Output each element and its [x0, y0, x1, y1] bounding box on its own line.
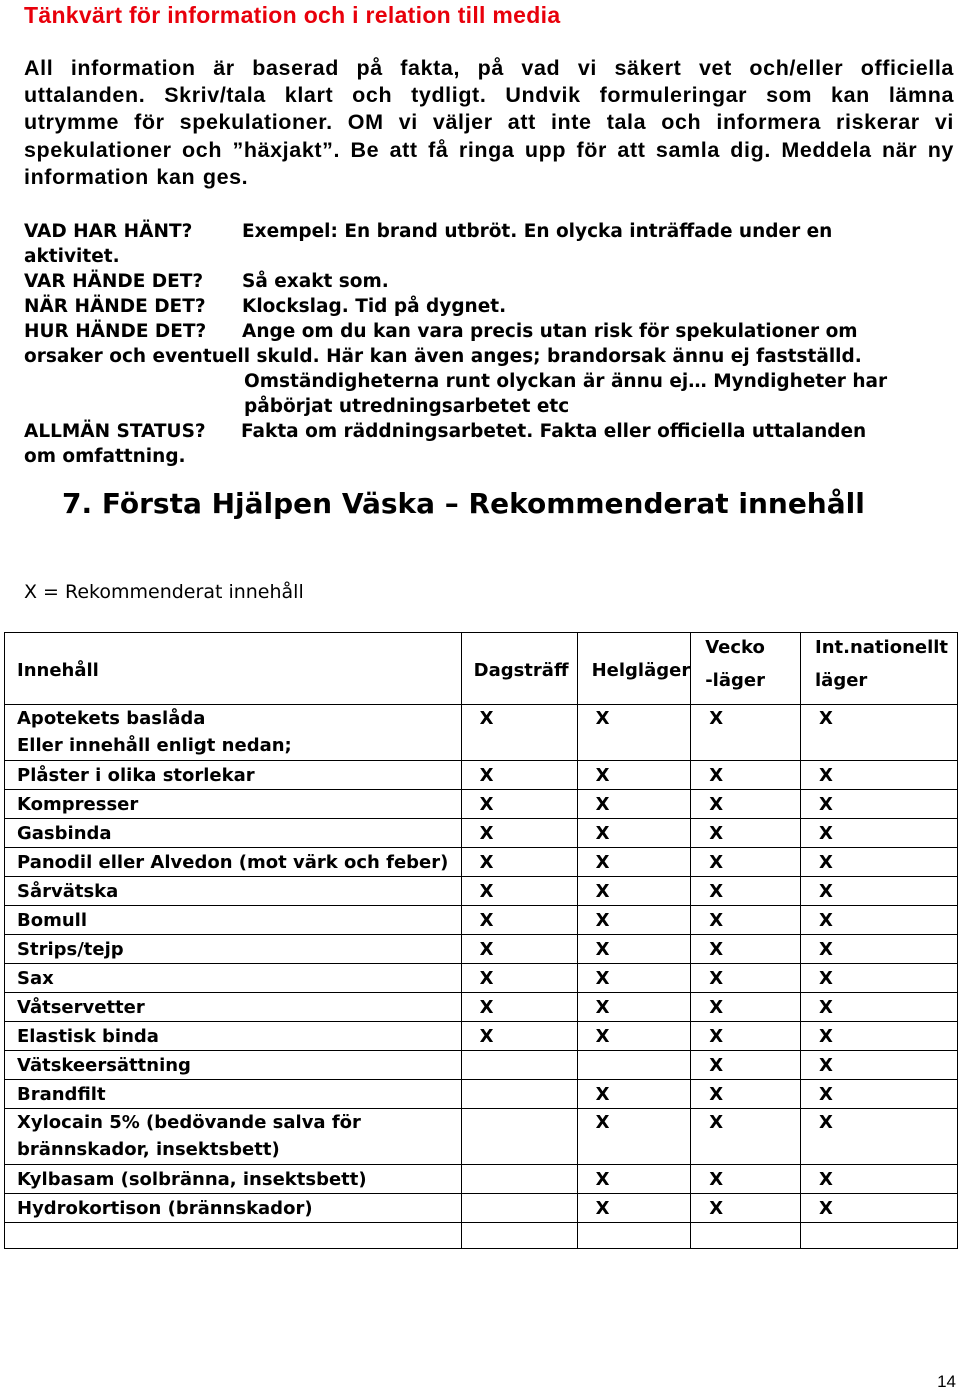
question-status: ALLMÄN STATUS?	[24, 421, 206, 442]
row-item-label: Brandfilt	[17, 1084, 106, 1105]
mark-weekend: X	[577, 819, 691, 848]
mark-day: X	[461, 848, 577, 877]
mark-weekend: X	[577, 993, 691, 1022]
row-item-cell	[5, 1080, 462, 1109]
table-row	[5, 1109, 958, 1165]
mark-week: X	[691, 1109, 801, 1165]
table-row	[5, 906, 958, 935]
mark-intl: X	[801, 964, 958, 993]
row-item-cell	[5, 1109, 462, 1165]
mark-intl: X	[801, 1022, 958, 1051]
mark-week: X	[691, 906, 801, 935]
mark-intl: X	[801, 935, 958, 964]
table-row-empty	[5, 1223, 958, 1249]
row-item-cell	[5, 1194, 462, 1223]
mark-intl: X	[801, 705, 958, 761]
mark-weekend: X	[577, 790, 691, 819]
row-item-label: Vätskeersättning	[17, 1055, 191, 1076]
mark-weekend: X	[577, 761, 691, 790]
mark-intl: X	[801, 819, 958, 848]
answer-how: Ange om du kan vara precis utan risk för spekulationer om	[242, 321, 858, 342]
mark-day: X	[461, 935, 577, 964]
empty-cell	[5, 1223, 462, 1249]
mark-week: X	[691, 964, 801, 993]
answer-how-cont-3: påbörjat utredningsarbetet etc	[244, 396, 570, 417]
table-row	[5, 1080, 958, 1109]
mark-intl: X	[801, 761, 958, 790]
mark-intl: X	[801, 906, 958, 935]
row-item-label: Bomull	[17, 910, 87, 931]
row-item-label: Kompresser	[17, 794, 139, 815]
mark-week: X	[691, 848, 801, 877]
mark-week: X	[691, 993, 801, 1022]
mark-intl: X	[801, 1165, 958, 1194]
answer-how-cont-1: orsaker och eventuell skuld. Här kan även anges; brandorsak ännu ej fastställd.	[24, 346, 862, 367]
row-item-label: Sax	[17, 968, 54, 989]
mark-week: X	[691, 1194, 801, 1223]
mark-week: X	[691, 761, 801, 790]
header-week-line2: -läger	[705, 670, 765, 691]
table-row	[5, 848, 958, 877]
qa-block	[24, 219, 954, 469]
mark-weekend: X	[577, 1165, 691, 1194]
empty-cell	[461, 1223, 577, 1249]
mark-day: X	[461, 705, 577, 761]
row-item-label: Plåster i olika storlekar	[17, 765, 255, 786]
mark-weekend: X	[577, 935, 691, 964]
mark-day	[461, 1194, 577, 1223]
section-title: 7. Första Hjälpen Väska – Rekommenderat innehåll	[62, 487, 865, 520]
mark-weekend: X	[577, 1080, 691, 1109]
mark-weekend: X	[577, 705, 691, 761]
mark-day: X	[461, 906, 577, 935]
mark-week: X	[691, 705, 801, 761]
row-item-label: Strips/tejp	[17, 939, 124, 960]
answer-when: Klockslag. Tid på dygnet.	[242, 296, 507, 317]
table-header-row	[5, 633, 958, 705]
mark-day: X	[461, 877, 577, 906]
page-number: 14	[937, 1372, 956, 1391]
answer-how-cont-2: Omständigheterna runt olyckan är ännu ej… Myndigheter har	[244, 371, 888, 392]
header-weekend: Helgläger	[577, 633, 691, 705]
row-item-label: Panodil eller Alvedon (mot värk och feber)	[17, 852, 449, 873]
row-item-cell	[5, 877, 462, 906]
mark-day	[461, 1080, 577, 1109]
mark-week: X	[691, 1080, 801, 1109]
header-week-line1: Vecko	[705, 637, 765, 658]
mark-intl: X	[801, 790, 958, 819]
empty-cell	[801, 1223, 958, 1249]
table-row	[5, 1165, 958, 1194]
row-item-label-cont: Eller innehåll enligt nedan;	[17, 735, 292, 756]
question-what: VAD HAR HÄNT?	[24, 221, 193, 242]
row-item-cell	[5, 790, 462, 819]
mark-intl: X	[801, 1051, 958, 1080]
row-item-cell	[5, 1165, 462, 1194]
header-content: Innehåll	[5, 633, 462, 705]
answer-status: Fakta om räddningsarbetet. Fakta eller officiella uttalanden	[241, 421, 867, 442]
answer-what: Exempel: En brand utbröt. En olycka inträffade under en	[242, 221, 833, 242]
table-row	[5, 877, 958, 906]
mark-weekend: X	[577, 1109, 691, 1165]
question-where: VAR HÄNDE DET?	[24, 271, 204, 292]
mark-intl: X	[801, 1080, 958, 1109]
mark-day	[461, 1051, 577, 1080]
answer-where: Så exakt som.	[242, 271, 389, 292]
first-aid-table	[4, 632, 958, 1249]
row-item-cell	[5, 964, 462, 993]
table-row	[5, 761, 958, 790]
header-intl-line2: läger	[815, 670, 868, 691]
mark-week: X	[691, 935, 801, 964]
table-row	[5, 1022, 958, 1051]
table-row	[5, 705, 958, 761]
empty-cell	[691, 1223, 801, 1249]
row-item-label-cont: brännskador, insektsbett)	[17, 1139, 280, 1160]
mark-day	[461, 1109, 577, 1165]
row-item-cell	[5, 819, 462, 848]
table-row	[5, 935, 958, 964]
row-item-label: Apotekets baslåda	[17, 708, 206, 729]
header-day: Dagsträff	[461, 633, 577, 705]
table-row	[5, 993, 958, 1022]
mark-weekend: X	[577, 848, 691, 877]
mark-weekend: X	[577, 877, 691, 906]
mark-intl: X	[801, 1109, 958, 1165]
row-item-label: Sårvätska	[17, 881, 119, 902]
row-item-cell	[5, 993, 462, 1022]
mark-weekend: X	[577, 964, 691, 993]
table-row	[5, 819, 958, 848]
row-item-cell	[5, 1022, 462, 1051]
answer-status-cont: om omfattning.	[24, 446, 186, 467]
row-item-label: Xylocain 5% (bedövande salva för	[17, 1112, 361, 1133]
mark-week: X	[691, 1051, 801, 1080]
mark-intl: X	[801, 848, 958, 877]
mark-week: X	[691, 877, 801, 906]
table-row	[5, 790, 958, 819]
mark-week: X	[691, 1165, 801, 1194]
question-how: HUR HÄNDE DET?	[24, 321, 207, 342]
mark-week: X	[691, 819, 801, 848]
answer-what-cont: aktivitet.	[24, 246, 120, 267]
mark-day: X	[461, 790, 577, 819]
row-item-label: Våtservetter	[17, 997, 145, 1018]
mark-intl: X	[801, 993, 958, 1022]
table-row	[5, 1194, 958, 1223]
mark-weekend: X	[577, 906, 691, 935]
row-item-cell	[5, 1051, 462, 1080]
table-row	[5, 964, 958, 993]
row-item-cell	[5, 848, 462, 877]
table-legend: X = Rekommenderat innehåll	[24, 581, 304, 603]
mark-day: X	[461, 761, 577, 790]
row-item-cell	[5, 906, 462, 935]
row-item-label: Kylbasam (solbränna, insektsbett)	[17, 1169, 367, 1190]
mark-week: X	[691, 790, 801, 819]
row-item-label: Hydrokortison (brännskador)	[17, 1198, 313, 1219]
empty-cell	[577, 1223, 691, 1249]
mark-day: X	[461, 1022, 577, 1051]
mark-day: X	[461, 993, 577, 1022]
mark-day: X	[461, 819, 577, 848]
row-item-label: Elastisk binda	[17, 1026, 159, 1047]
mark-weekend: X	[577, 1022, 691, 1051]
mark-intl: X	[801, 1194, 958, 1223]
page-heading: Tänkvärt för information och i relation till media	[24, 2, 561, 28]
question-when: NÄR HÄNDE DET?	[24, 296, 206, 317]
mark-week: X	[691, 1022, 801, 1051]
mark-weekend	[577, 1051, 691, 1080]
row-item-label: Gasbinda	[17, 823, 112, 844]
row-item-cell	[5, 705, 462, 761]
intro-paragraph: All information är baserad på fakta, på vad vi säkert vet och/eller officiella uttalanden. Skriv/tala klart och tydligt. Undvik formuleringar som kan lämna utrymme för spekulationer. OM vi väljer att inte tala och informera riskerar vi spekulationer och ”häxjakt”. Be att få ringa upp för att samla dig. Meddela när ny information kan ges.	[24, 56, 954, 189]
mark-day	[461, 1165, 577, 1194]
mark-weekend: X	[577, 1194, 691, 1223]
table-row	[5, 1051, 958, 1080]
header-intl-line1: Int.nationellt	[815, 637, 949, 658]
row-item-cell	[5, 761, 462, 790]
header-week	[691, 633, 801, 705]
mark-intl: X	[801, 877, 958, 906]
header-intl	[801, 633, 958, 705]
row-item-cell	[5, 935, 462, 964]
mark-day: X	[461, 964, 577, 993]
